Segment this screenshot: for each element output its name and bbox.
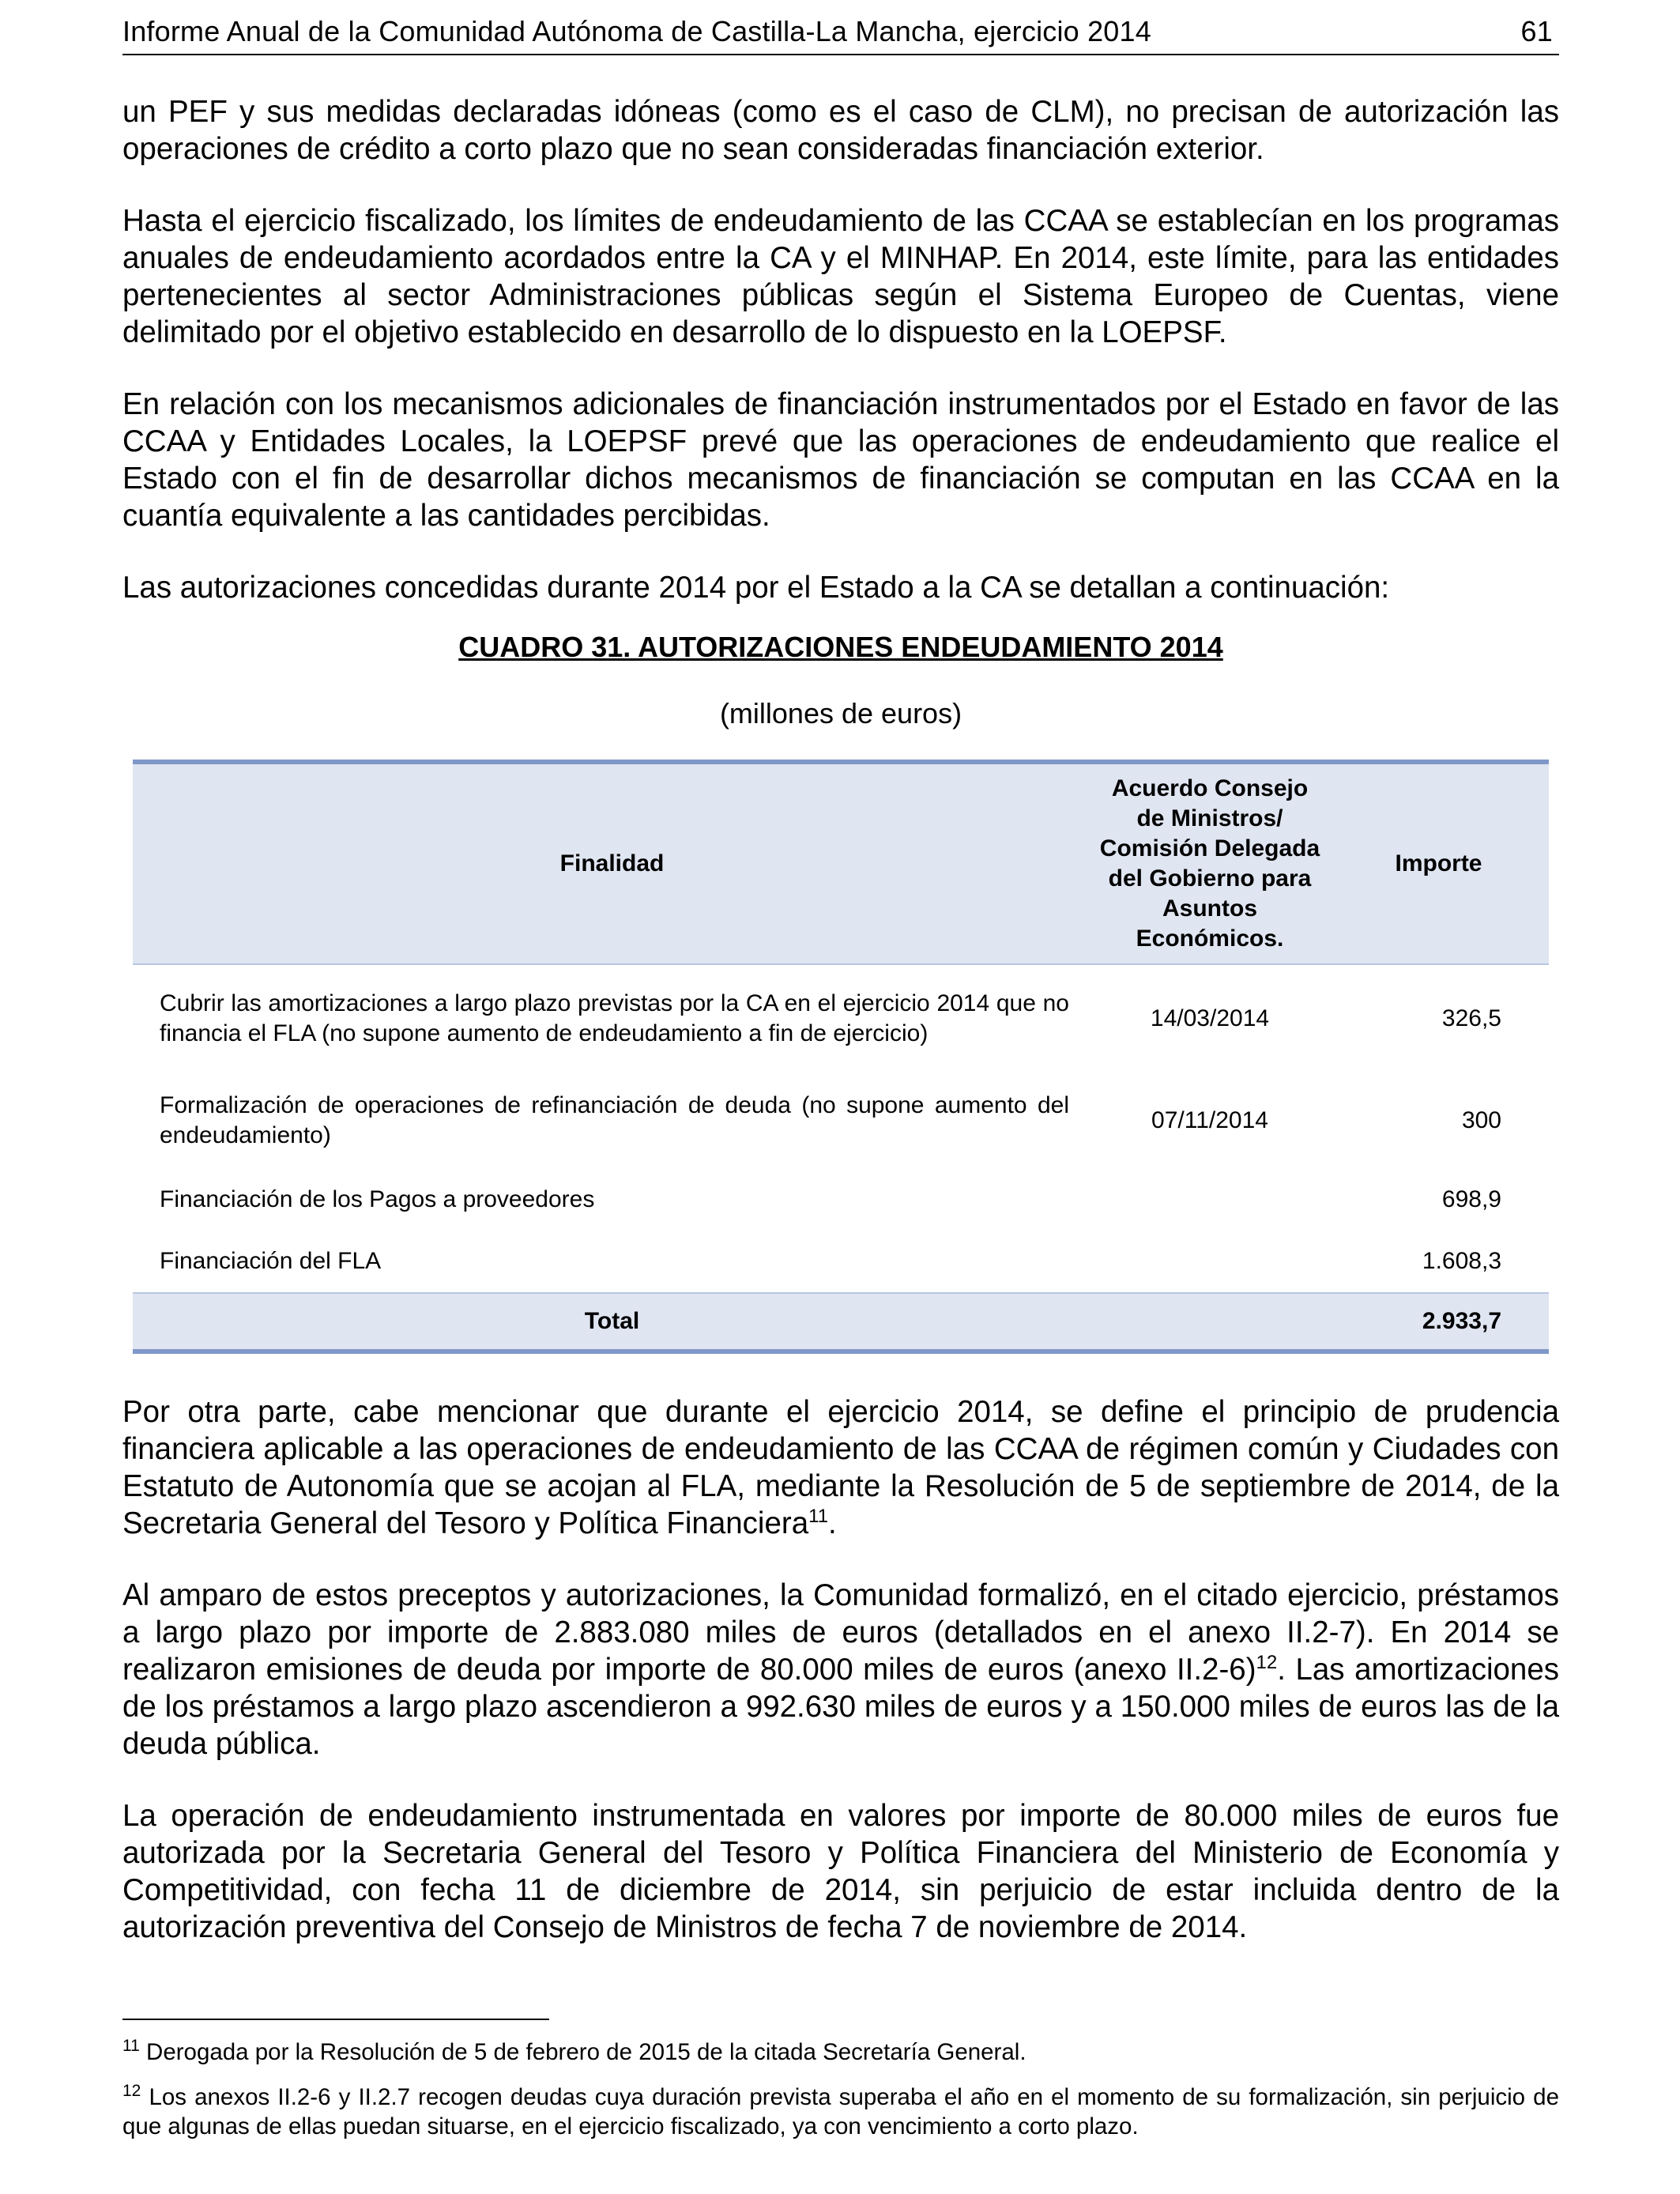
total-label: Total: [133, 1293, 1091, 1351]
table-row: [133, 964, 1549, 1072]
paragraph-2: Hasta el ejercicio fiscalizado, los límites de endeudamiento de las CCAA se establecían en los programas anuales de endeudamiento acordados entre la CA y el MINHAP. En 2014, este límite, para las entidades pertenecientes al sector Administraciones públicas según el Sistema Europeo de Cuentas, viene delimitado por el objetivo establecido en desarrollo de lo dispuesto en la LOEPSF.: [122, 204, 1559, 349]
cell-acuerdo: [1091, 1169, 1328, 1231]
cell-finalidad: Formalización de operaciones de refinanciación de deuda (no supone aumento del endeudamiento): [160, 1092, 1069, 1148]
footnote-ref-11[interactable]: 11: [808, 1506, 829, 1528]
paragraph-6-text-b: . Las amortizaciones de los préstamos a largo plazo ascendieron a 992.630 miles de euros y a 150.000 miles de euros las de la deuda pública.: [122, 1653, 1559, 1761]
body-text: [122, 93, 1559, 1981]
table-row: [133, 1231, 1549, 1293]
document-page: [122, 0, 1559, 2194]
header-acuerdo: Acuerdo Consejo de Ministros/ Comisión Delegada del Gobierno para Asuntos Económicos.: [1091, 762, 1328, 964]
cell-acuerdo: [1091, 1231, 1328, 1293]
total-empty-cell: [1091, 1293, 1328, 1351]
paragraph-4: Las autorizaciones concedidas durante 2014 por el Estado a la CA se detallan a continuación:: [122, 571, 1390, 605]
cell-acuerdo: 14/03/2014: [1150, 1005, 1270, 1031]
footnote-number: 12: [122, 2082, 141, 2101]
cell-finalidad: Cubrir las amortizaciones a largo plazo previstas por la CA en el ejercicio 2014 que no financia el FLA (no supone aumento de endeudamiento a fin de ejercicio): [160, 990, 1069, 1046]
page-number: 61: [1520, 15, 1553, 47]
footnote-text: Derogada por la Resolución de 5 de febrero de 2015 de la citada Secretaría General.: [139, 2039, 1026, 2065]
footnotes: [122, 2019, 1559, 2157]
cell-acuerdo: 07/11/2014: [1151, 1107, 1268, 1133]
footnote-number: 11: [122, 2037, 140, 2056]
cell-importe: 1.608,3: [1422, 1248, 1501, 1274]
footnote-separator: [122, 2019, 549, 2020]
header-finalidad: Finalidad: [133, 762, 1091, 964]
table-subtitle: (millones de euros): [719, 697, 962, 729]
total-importe: 2.933,7: [1328, 1293, 1549, 1351]
cell-importe: 326,5: [1441, 1005, 1501, 1031]
running-header: [122, 9, 1559, 55]
cell-finalidad: Financiación del FLA: [160, 1248, 382, 1274]
table-row: [133, 1169, 1549, 1231]
footnote-12: [122, 2083, 1559, 2141]
cell-importe: 698,9: [1441, 1186, 1501, 1212]
paragraph-5-text: Por otra parte, cabe mencionar que durante el ejercicio 2014, se define el principio de prudencia financiera aplicable a las operaciones de endeudamiento de las CCAA de régimen común y Ciudades con Estatuto de Autonomía que se acojan al FLA, mediante la Resolución de 5 de septiembre de 2014, de la Secretaria General del Tesoro y Política Financiera: [122, 1395, 1559, 1540]
paragraph-7: La operación de endeudamiento instrumentada en valores por importe de 80.000 miles de euros fue autorizada por la Secretaria General del Tesoro y Política Financiera del Ministerio de Economía y Competitividad, con fecha 11 de diciembre de 2014, sin perjuicio de estar incluida dentro de la autorización preventiva del Consejo de Ministros de fecha 7 de noviembre de 2014.: [122, 1799, 1559, 1944]
footnote-text: Los anexos II.2-6 y II.2.7 recogen deudas cuya duración prevista superaba el año en el momento de su formalización, sin perjuicio de que algunas de ellas puedan situarse, en el ejercicio fiscalizado, ya con vencimiento a corto plazo.: [122, 2084, 1559, 2139]
footnote-11: [122, 2038, 1559, 2067]
paragraph-1: un PEF y sus medidas declaradas idóneas (como es el caso de CLM), no precisan de autorización las operaciones de crédito a corto plazo que no sean consideradas financiación exterior.: [122, 95, 1559, 166]
paragraph-3: En relación con los mecanismos adicionales de financiación instrumentados por el Estado en favor de las CCAA y Entidades Locales, la LOEPSF prevé que las operaciones de endeudamiento que realice el Estado con el fin de desarrollar dichos mecanismos de financiación se computan en las CCAA en la cuantía equivalente a las cantidades percibidas.: [122, 387, 1559, 533]
cell-importe: 300: [1461, 1107, 1501, 1133]
header-importe: Importe: [1328, 762, 1549, 964]
authorizations-table: [133, 760, 1549, 1354]
table-row: [133, 1072, 1549, 1169]
table-header-row: [133, 762, 1549, 964]
paragraph-5-end: .: [828, 1506, 837, 1540]
footnote-ref-12[interactable]: 12: [1256, 1652, 1278, 1674]
report-title: Informe Anual de la Comunidad Autónoma de Castilla-La Mancha, ejercicio 2014: [122, 15, 1151, 47]
table-total-row: [133, 1293, 1549, 1351]
cell-finalidad: Financiación de los Pagos a proveedores: [160, 1186, 595, 1212]
paragraph-6: [122, 1577, 1559, 1762]
paragraph-5: [122, 1393, 1559, 1542]
paragraph-6-text-a: Al amparo de estos preceptos y autorizaciones, la Comunidad formalizó, en el citado ejercicio, préstamos a largo plazo por importe de 2.883.080 miles de euros (detallados en el anexo II.2-7). En 2014 se realizaron emisiones de deuda por importe de 80.000 miles de euros (anexo II.2-6): [122, 1578, 1559, 1687]
table-title: CUADRO 31. AUTORIZACIONES ENDEUDAMIENTO 2014: [458, 631, 1223, 663]
